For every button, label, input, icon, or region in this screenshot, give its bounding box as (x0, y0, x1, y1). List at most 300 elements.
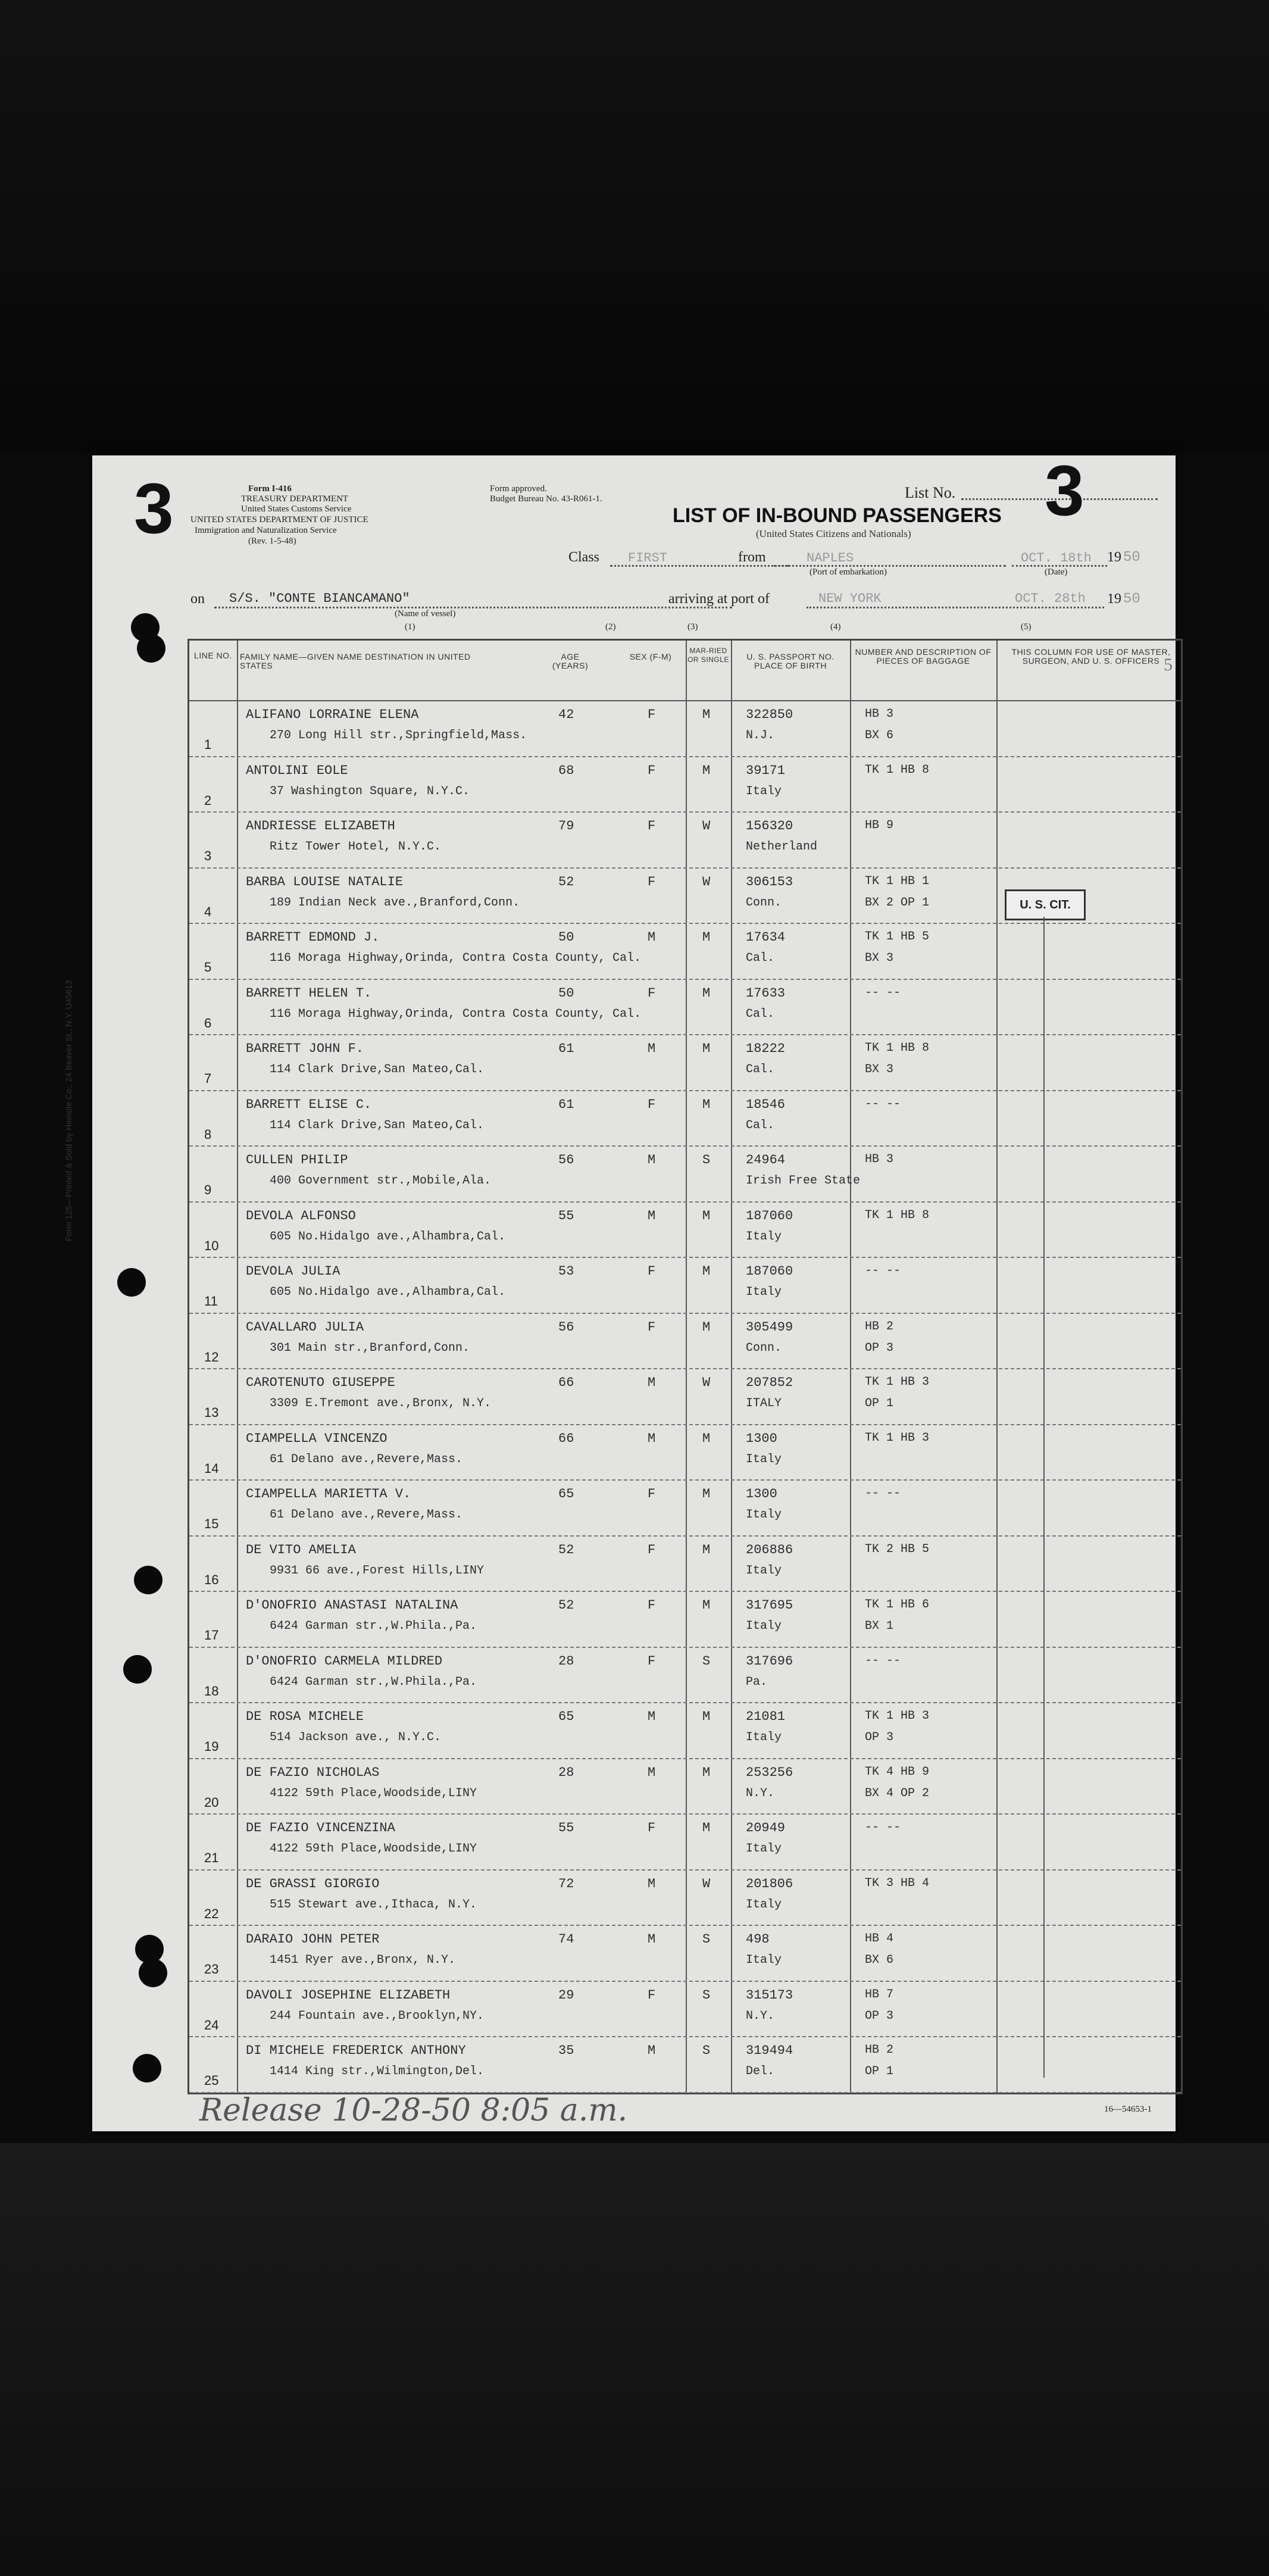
age: 42 (558, 707, 574, 722)
scan-background-top (0, 0, 1269, 452)
baggage-line-2: OP 3 (865, 1341, 894, 1355)
row-divider (189, 1090, 1181, 1091)
row-divider (189, 1313, 1181, 1314)
destination-address: 6424 Garman str.,W.Phila.,Pa. (270, 1675, 477, 1689)
passport-number: 1300 (746, 1487, 777, 1501)
line-number: 7 (204, 1071, 212, 1086)
marital-status: M (702, 1431, 711, 1446)
baggage-line-1: TK 1 HB 8 (865, 763, 930, 777)
age: 28 (558, 1653, 574, 1669)
header-baggage: NUMBER AND DESCRIPTION OF PIECES OF BAGGAGE (855, 647, 992, 666)
line-number: 5 (204, 960, 212, 975)
passport-number: 317695 (746, 1598, 793, 1613)
destination-address: 1451 Ryer ave.,Bronx, N.Y. (270, 1953, 456, 1967)
age: 52 (558, 874, 574, 889)
row-divider (189, 1702, 1181, 1703)
binder-hole (133, 2054, 161, 2082)
baggage-line-1: -- -- (865, 1264, 901, 1278)
baggage-line-1: -- -- (865, 1097, 901, 1111)
place-of-birth: Conn. (746, 895, 782, 910)
marital-status: M (702, 1041, 711, 1056)
marital-status: M (702, 763, 711, 778)
place-of-birth: ITALY (746, 1397, 782, 1410)
marital-status: W (702, 874, 711, 889)
destination-address: 400 Government str.,Mobile,Ala. (270, 1174, 492, 1188)
sex: F (648, 985, 656, 1001)
port-caption: (Port of embarkation) (809, 567, 887, 577)
passenger-name: CAROTENUTO GIUSEPPE (246, 1375, 395, 1390)
marital-status: M (702, 1487, 711, 1501)
age: 50 (558, 985, 574, 1001)
class-value: FIRST (628, 551, 668, 566)
line-number: 10 (204, 1238, 219, 1253)
sex: F (648, 1598, 656, 1613)
row-divider (189, 1201, 1181, 1203)
baggage-line-1: HB 9 (865, 819, 894, 832)
vessel-dots (214, 607, 732, 608)
passenger-name: ALIFANO LORRAINE ELENA (246, 707, 419, 722)
destination-address: Ritz Tower Hotel, N.Y.C. (270, 840, 442, 854)
baggage-line-2: BX 6 (865, 1953, 894, 1967)
passport-number: 24964 (746, 1153, 786, 1167)
passport-number: 305499 (746, 1319, 793, 1335)
place-of-birth: Italy (746, 1563, 782, 1578)
col-num-4: (4) (830, 622, 841, 632)
header-line-no: LINE NO. (194, 651, 232, 660)
age: 65 (558, 1487, 574, 1501)
line-number: 13 (204, 1405, 219, 1420)
line-number: 4 (204, 904, 212, 919)
destination-address: 116 Moraga Highway,Orinda, Contra Costa County, Cal. (270, 951, 642, 965)
margin-mark: 5 (1164, 655, 1173, 675)
marital-status: W (702, 819, 711, 833)
destination-address: 9931 66 ave.,Forest Hills,LINY (270, 1563, 485, 1578)
baggage-line-1: -- -- (865, 985, 901, 1000)
sex: F (648, 763, 656, 778)
passenger-name: ANTOLINI EOLE (246, 763, 348, 778)
arrival-port: NEW YORK (818, 591, 882, 606)
baggage-line-1: HB 3 (865, 1153, 894, 1166)
col-divider (237, 641, 238, 2093)
marital-status: M (702, 1598, 711, 1613)
baggage-line-1: TK 1 HB 5 (865, 930, 930, 944)
departure-date: OCT. 18th (1021, 551, 1092, 566)
place-of-birth: N.J. (746, 729, 775, 742)
place-of-birth: Conn. (746, 1341, 782, 1355)
treasury-dept: TREASURY DEPARTMENT (241, 494, 349, 504)
sex: F (648, 1264, 656, 1279)
row-divider (189, 1813, 1181, 1815)
marital-status: S (702, 1153, 711, 1167)
destination-address: 114 Clark Drive,San Mateo,Cal. (270, 1063, 485, 1076)
baggage-line-2: BX 3 (865, 951, 894, 965)
baggage-line-1: HB 3 (865, 707, 894, 721)
baggage-line-1: HB 2 (865, 1319, 894, 1334)
destination-address: 270 Long Hill str.,Springfield,Mass. (270, 729, 527, 742)
destination-address: 514 Jackson ave., N.Y.C. (270, 1731, 442, 1744)
line-number: 15 (204, 1516, 219, 1531)
marital-status: W (702, 1375, 711, 1390)
form-number: Form I-416 (248, 484, 292, 494)
marital-status: W (702, 1876, 711, 1891)
binder-hole (139, 1959, 167, 1987)
line-number: 12 (204, 1349, 219, 1365)
immigration-service: Immigration and Naturalization Service (195, 526, 337, 535)
passenger-name: DAVOLI JOSEPHINE ELIZABETH (246, 1987, 451, 2003)
arrival-year-prefix: 19 (1107, 591, 1121, 607)
place-of-birth: Irish Free State (746, 1174, 861, 1188)
row-divider (189, 923, 1181, 924)
passenger-name: DARAIO JOHN PETER (246, 1932, 380, 1947)
row-divider (189, 811, 1181, 813)
destination-address: 6424 Garman str.,W.Phila.,Pa. (270, 1619, 477, 1633)
big-list-number-right: 3 (1045, 451, 1084, 530)
marital-status: M (702, 1542, 711, 1557)
destination-address: 114 Clark Drive,San Mateo,Cal. (270, 1118, 485, 1132)
passport-number: 319494 (746, 2043, 793, 2058)
passenger-name: BARRETT ELISE C. (246, 1097, 372, 1112)
big-list-number-left: 3 (134, 469, 174, 548)
sex: M (648, 1431, 656, 1446)
row-divider (189, 1981, 1181, 1982)
age: 29 (558, 1987, 574, 2003)
baggage-line-1: TK 1 HB 1 (865, 874, 930, 888)
age: 61 (558, 1041, 574, 1056)
sex: F (648, 1542, 656, 1557)
on-label: on (190, 591, 205, 607)
line-number: 6 (204, 1015, 212, 1031)
sex: F (648, 874, 656, 889)
age: 79 (558, 819, 574, 833)
row-divider (189, 1145, 1181, 1147)
destination-address: 116 Moraga Highway,Orinda, Contra Costa County, Cal. (270, 1007, 642, 1021)
header-name: FAMILY NAME—GIVEN NAME DESTINATION IN UNITED STATES (240, 652, 471, 670)
passenger-name: DEVOLA JULIA (246, 1264, 340, 1279)
line-number: 11 (204, 1294, 218, 1309)
place-of-birth: Italy (746, 784, 782, 798)
destination-address: 605 No.Hidalgo ave.,Alhambra,Cal. (270, 1229, 506, 1244)
col-divider (850, 641, 851, 2093)
baggage-line-1: -- -- (865, 1487, 901, 1500)
sex: M (648, 1375, 656, 1390)
destination-address: 605 No.Hidalgo ave.,Alhambra,Cal. (270, 1285, 506, 1299)
place-of-birth: Del. (746, 2065, 775, 2078)
passenger-name: BARRETT JOHN F. (246, 1041, 364, 1056)
age: 50 (558, 930, 574, 945)
line-number: 3 (204, 848, 212, 863)
sex: M (648, 1932, 656, 1947)
sex: F (648, 707, 656, 722)
line-number: 8 (204, 1126, 212, 1142)
marital-status: M (702, 1319, 711, 1335)
sex: F (648, 1319, 656, 1335)
stamp-line (1043, 917, 1045, 2078)
age: 66 (558, 1375, 574, 1390)
age: 55 (558, 1821, 574, 1835)
scan-background-bottom (0, 2143, 1269, 2576)
destination-address: 61 Delano ave.,Revere,Mass. (270, 1508, 463, 1522)
age: 52 (558, 1598, 574, 1613)
destination-address: 1414 King str.,Wilmington,Del. (270, 2065, 485, 2078)
passenger-name: DE FAZIO VINCENZINA (246, 1821, 395, 1835)
header-sex: SEX (F-M) (629, 652, 672, 661)
line-number: 23 (204, 1962, 219, 1977)
form-revision: (Rev. 1-5-48) (248, 536, 296, 546)
place-of-birth: Cal. (746, 1007, 775, 1021)
sex: M (648, 1876, 656, 1891)
sex: M (648, 2043, 656, 2058)
age: 65 (558, 1709, 574, 1724)
destination-address: 515 Stewart ave.,Ithaca, N.Y. (270, 1897, 477, 1912)
release-handwriting: Release 10-28-50 8:05 a.m. (199, 2093, 628, 2128)
passenger-name: D'ONOFRIO CARMELA MILDRED (246, 1653, 443, 1669)
passenger-name: D'ONOFRIO ANASTASI NATALINA (246, 1598, 458, 1613)
passenger-name: DEVOLA ALFONSO (246, 1208, 356, 1223)
col-divider (686, 641, 687, 2093)
sex: M (648, 1041, 656, 1056)
baggage-line-1: -- -- (865, 1653, 901, 1668)
row-divider (189, 979, 1181, 980)
line-number: 20 (204, 1794, 219, 1810)
baggage-line-2: OP 3 (865, 1731, 894, 1744)
place-of-birth: Italy (746, 1897, 782, 1912)
col-num-5: (5) (1021, 622, 1032, 632)
header-married: MAR-RIED OR SINGLE (687, 647, 729, 664)
place-of-birth: Italy (746, 1731, 782, 1744)
justice-dept: UNITED STATES DEPARTMENT OF JUSTICE (190, 515, 368, 524)
sex: F (648, 1987, 656, 2003)
place-of-birth: Netherland (746, 840, 818, 854)
arrival-date: OCT. 28th (1015, 591, 1086, 606)
passport-number: 253256 (746, 1765, 793, 1780)
manifest-page (64, 451, 1176, 2131)
line-number: 21 (204, 1850, 219, 1865)
header-divider (189, 700, 1181, 701)
col-num-1: (1) (405, 622, 415, 632)
place-of-birth: Cal. (746, 951, 775, 965)
place-of-birth: Italy (746, 1229, 782, 1244)
baggage-line-2: BX 4 OP 2 (865, 1786, 930, 1800)
line-number: 24 (204, 2017, 219, 2032)
passenger-name: DI MICHELE FREDERICK ANTHONY (246, 2043, 466, 2058)
sex: M (648, 1208, 656, 1223)
header-age: AGE (YEARS) (552, 652, 589, 670)
passenger-name: DE ROSA MICHELE (246, 1709, 364, 1724)
passenger-name: ANDRIESSE ELIZABETH (246, 819, 395, 833)
age: 55 (558, 1208, 574, 1223)
line-number: 22 (204, 1906, 219, 1921)
passenger-name: BARRETT EDMOND J. (246, 930, 380, 945)
row-divider (189, 756, 1181, 757)
us-citizen-stamp: U. S. CIT. (1005, 889, 1086, 920)
marital-status: M (702, 1765, 711, 1780)
row-divider (189, 1925, 1181, 1926)
baggage-line-2: BX 2 OP 1 (865, 895, 930, 910)
arriving-label: arriving at port of (668, 591, 770, 607)
row-divider (189, 1869, 1181, 1871)
baggage-line-2: OP 3 (865, 2009, 894, 2023)
budget-bureau: Budget Bureau No. 43-R061-1. (490, 494, 602, 504)
sex: F (648, 1653, 656, 1669)
baggage-line-1: TK 1 HB 8 (865, 1041, 930, 1055)
destination-address: 4122 59th Place,Woodside,LINY (270, 1786, 477, 1800)
col-divider (996, 641, 998, 2093)
destination-address: 4122 59th Place,Woodside,LINY (270, 1842, 477, 1856)
sex: F (648, 1097, 656, 1112)
baggage-line-2: OP 1 (865, 1397, 894, 1410)
passenger-name: DE VITO AMELIA (246, 1542, 356, 1557)
marital-status: M (702, 1821, 711, 1835)
passport-number: 156320 (746, 819, 793, 833)
row-divider (189, 1758, 1181, 1759)
passport-number: 206886 (746, 1542, 793, 1557)
marital-status: M (702, 1208, 711, 1223)
row-divider (189, 1535, 1181, 1537)
destination-address: 37 Washington Square, N.Y.C. (270, 784, 470, 798)
passport-number: 187060 (746, 1264, 793, 1279)
passport-number: 207852 (746, 1375, 793, 1390)
age: 68 (558, 763, 574, 778)
passenger-name: CIAMPELLA MARIETTA V. (246, 1487, 411, 1501)
passport-number: 1300 (746, 1431, 777, 1446)
vessel-caption: (Name of vessel) (395, 609, 456, 619)
baggage-line-2: OP 1 (865, 2065, 894, 2078)
place-of-birth: N.Y. (746, 1786, 775, 1800)
place-of-birth: Italy (746, 1953, 782, 1967)
footer-code: 16—54653-1 (1104, 2104, 1152, 2114)
passport-number: 21081 (746, 1709, 786, 1724)
marital-status: S (702, 1932, 711, 1947)
sex: F (648, 819, 656, 833)
passport-number: 201806 (746, 1876, 793, 1891)
baggage-line-1: TK 2 HB 5 (865, 1542, 930, 1556)
age: 61 (558, 1097, 574, 1112)
place-of-birth: Pa. (746, 1675, 768, 1689)
row-divider (189, 2036, 1181, 2037)
baggage-line-2: BX 1 (865, 1619, 894, 1633)
sex: M (648, 1153, 656, 1167)
age: 74 (558, 1932, 574, 1947)
passenger-table (187, 639, 1183, 2094)
year-prefix: 19 (1107, 549, 1121, 565)
destination-address: 244 Fountain ave.,Brooklyn,NY. (270, 2009, 485, 2023)
passenger-name: BARRETT HELEN T. (246, 985, 372, 1001)
destination-address: 189 Indian Neck ave.,Branford,Conn. (270, 895, 520, 910)
passenger-name: CULLEN PHILIP (246, 1153, 348, 1167)
passport-number: 498 (746, 1932, 770, 1947)
line-number: 19 (204, 1739, 219, 1754)
row-divider (189, 1591, 1181, 1592)
passenger-name: DE GRASSI GIORGIO (246, 1876, 380, 1891)
printer-imprint: Form 125—Printed & Sold by Hemple Co., 24 Beaver St., N.Y. U45613 (64, 980, 73, 1241)
marital-status: S (702, 1653, 711, 1669)
marital-status: S (702, 2043, 711, 2058)
destination-address: 61 Delano ave.,Revere,Mass. (270, 1452, 463, 1466)
place-of-birth: Italy (746, 1452, 782, 1466)
baggage-line-1: HB 2 (865, 2043, 894, 2057)
age: 35 (558, 2043, 574, 2058)
arrival-year: 50 (1123, 591, 1140, 607)
marital-status: M (702, 1709, 711, 1724)
sex: F (648, 1487, 656, 1501)
list-no-label: List No. (905, 484, 956, 501)
marital-status: S (702, 1987, 711, 2003)
row-divider (189, 1424, 1181, 1425)
manifest-subtitle: (United States Citizens and Nationals) (756, 528, 911, 539)
sex: M (648, 930, 656, 945)
destination-address: 301 Main str.,Branford,Conn. (270, 1341, 470, 1355)
passport-number: 20949 (746, 1821, 786, 1835)
passport-number: 39171 (746, 763, 786, 778)
place-of-birth: Cal. (746, 1063, 775, 1076)
baggage-line-2: BX 3 (865, 1063, 894, 1076)
age: 28 (558, 1765, 574, 1780)
passport-number: 306153 (746, 874, 793, 889)
passport-number: 322850 (746, 707, 793, 722)
baggage-line-1: TK 3 HB 4 (865, 1876, 930, 1890)
row-divider (189, 1479, 1181, 1481)
arriving-dots (807, 607, 1104, 608)
age: 56 (558, 1153, 574, 1167)
marital-status: M (702, 707, 711, 722)
vessel-name: S/S. "CONTE BIANCAMANO" (229, 591, 410, 606)
binder-hole (123, 1655, 152, 1684)
form-approved: Form approved. (490, 484, 547, 494)
line-number: 16 (204, 1572, 219, 1587)
baggage-line-1: TK 1 HB 3 (865, 1375, 930, 1389)
marital-status: M (702, 985, 711, 1001)
passport-number: 187060 (746, 1208, 793, 1223)
col-divider (731, 641, 732, 2093)
marital-status: M (702, 1097, 711, 1112)
row-divider (189, 1647, 1181, 1648)
marital-status: M (702, 1264, 711, 1279)
from-label: from (738, 549, 766, 565)
passport-number: 17634 (746, 930, 786, 945)
destination-address: 3309 E.Tremont ave.,Bronx, N.Y. (270, 1397, 492, 1410)
binder-hole (117, 1268, 146, 1297)
age: 56 (558, 1319, 574, 1335)
place-of-birth: Italy (746, 1842, 782, 1856)
binder-hole (134, 1566, 162, 1594)
passport-number: 17633 (746, 985, 786, 1001)
binder-hole (137, 634, 165, 663)
sex: M (648, 1765, 656, 1780)
passport-number: 18546 (746, 1097, 786, 1112)
passport-number: 315173 (746, 1987, 793, 2003)
age: 66 (558, 1431, 574, 1446)
class-label: Class (568, 549, 600, 565)
age: 53 (558, 1264, 574, 1279)
baggage-line-2: BX 6 (865, 729, 894, 742)
customs-service: United States Customs Service (241, 504, 352, 514)
baggage-line-1: TK 4 HB 9 (865, 1765, 930, 1779)
date-caption: (Date) (1045, 567, 1068, 577)
line-number: 25 (204, 2073, 219, 2088)
header-passport: U. S. PASSPORT NO. PLACE OF BIRTH (746, 652, 834, 670)
passenger-name: DE FAZIO NICHOLAS (246, 1765, 380, 1780)
baggage-line-1: -- -- (865, 1821, 901, 1834)
baggage-line-1: TK 1 HB 3 (865, 1709, 930, 1723)
passenger-name: CAVALLARO JULIA (246, 1319, 364, 1335)
row-divider (189, 867, 1181, 869)
from-value: NAPLES (807, 551, 854, 566)
departure-year: 50 (1123, 549, 1140, 566)
sex: F (648, 1821, 656, 1835)
baggage-line-1: TK 1 HB 6 (865, 1598, 930, 1612)
baggage-line-1: HB 4 (865, 1932, 894, 1946)
marital-status: M (702, 930, 711, 945)
